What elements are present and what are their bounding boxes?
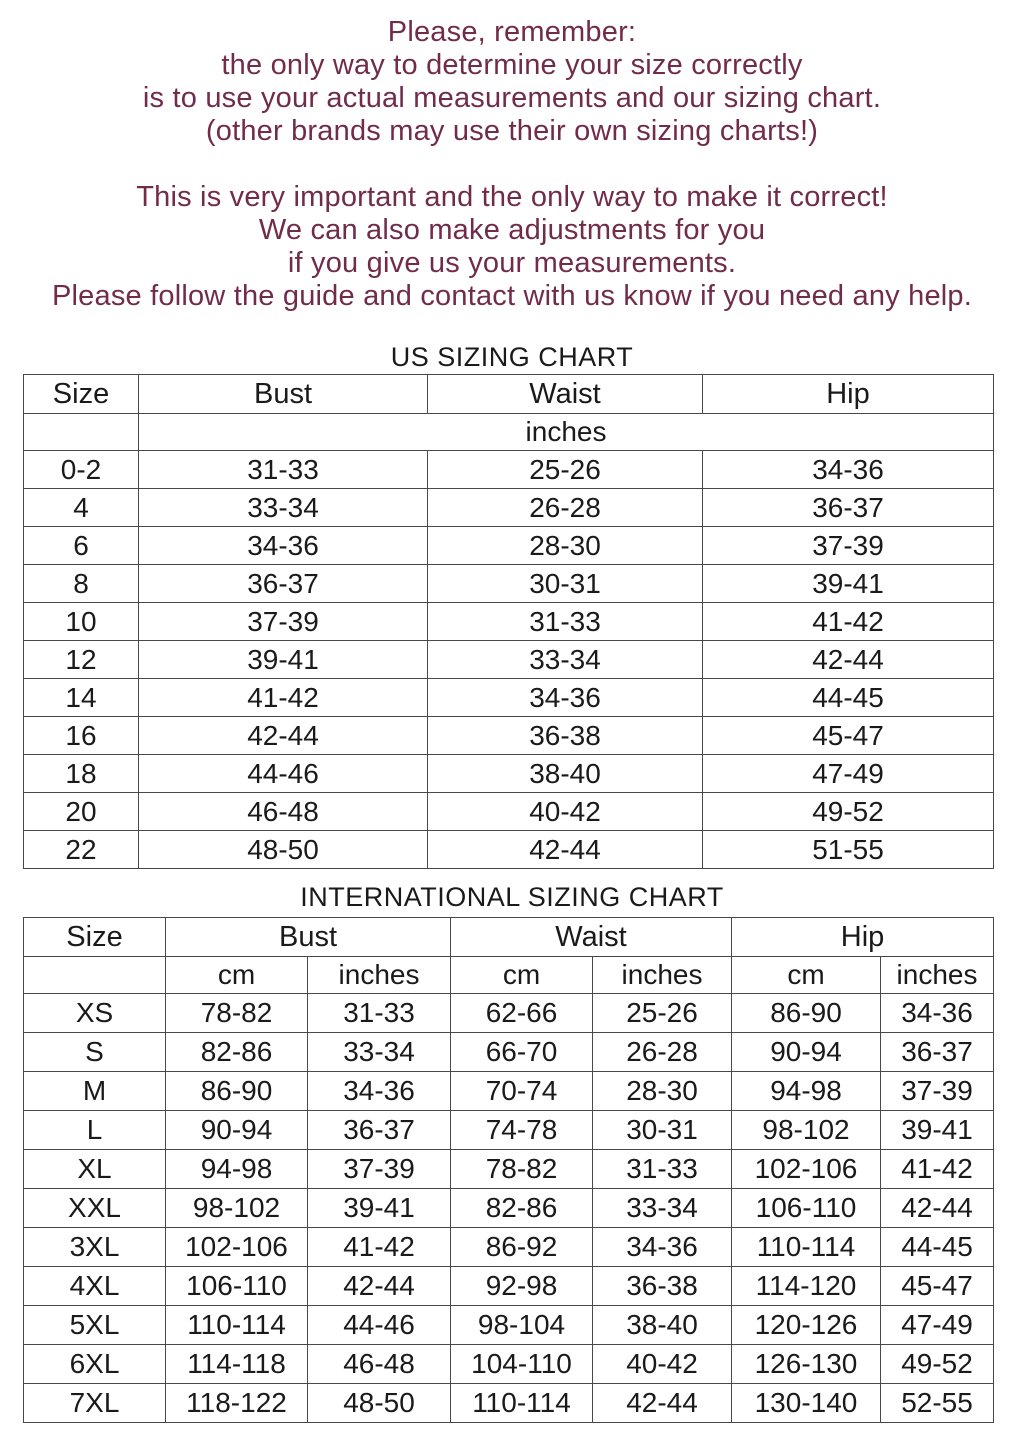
unit-label-cell: inches xyxy=(139,414,994,451)
table-cell: 37-39 xyxy=(308,1150,451,1189)
table-cell: 47-49 xyxy=(881,1306,994,1345)
table-cell: 46-48 xyxy=(139,793,428,831)
intro-line: if you give us your measurements. xyxy=(287,247,737,279)
intro-line: Please follow the guide and contact with us know if you need any help. xyxy=(51,280,973,312)
table-cell: 92-98 xyxy=(451,1267,593,1306)
table-cell: 98-102 xyxy=(166,1189,308,1228)
table-row xyxy=(24,1189,994,1228)
table-cell: 45-47 xyxy=(881,1267,994,1306)
table-row xyxy=(24,1150,994,1189)
table-row xyxy=(24,451,994,489)
us-chart-title: US SIZING CHART xyxy=(390,342,634,372)
table-cell: 47-49 xyxy=(703,755,994,793)
table-cell: 48-50 xyxy=(308,1384,451,1423)
us-unit-row xyxy=(24,414,994,451)
table-row xyxy=(24,1267,994,1306)
table-cell: 33-34 xyxy=(139,489,428,527)
table-cell: M xyxy=(24,1072,166,1111)
table-cell: 110-114 xyxy=(451,1384,593,1423)
table-cell: 3XL xyxy=(24,1228,166,1267)
table-cell: 46-48 xyxy=(308,1345,451,1384)
table-row xyxy=(24,1111,994,1150)
table-cell: 70-74 xyxy=(451,1072,593,1111)
table-cell: 33-34 xyxy=(428,641,703,679)
table-cell: 31-33 xyxy=(428,603,703,641)
table-cell: 34-36 xyxy=(308,1072,451,1111)
unit-label-cell: inches xyxy=(593,957,732,994)
table-cell: 37-39 xyxy=(139,603,428,641)
unit-label-cell: inches xyxy=(308,957,451,994)
us-sizing-table xyxy=(23,374,994,869)
intro-line: We can also make adjustments for you xyxy=(258,214,766,246)
table-cell: XS xyxy=(24,994,166,1033)
intro-line: (other brands may use their own sizing charts!) xyxy=(205,115,819,147)
intro-line: is to use your actual measurements and our sizing chart. xyxy=(142,82,882,114)
table-cell: 16 xyxy=(24,717,139,755)
table-row xyxy=(24,1033,994,1072)
intl-header-row xyxy=(24,918,994,957)
table-cell: 130-140 xyxy=(732,1384,881,1423)
table-cell: 98-102 xyxy=(732,1111,881,1150)
table-cell: 40-42 xyxy=(593,1345,732,1384)
table-cell: 42-44 xyxy=(308,1267,451,1306)
table-cell: 114-118 xyxy=(166,1345,308,1384)
table-cell: 86-90 xyxy=(732,994,881,1033)
table-cell: 102-106 xyxy=(166,1228,308,1267)
table-cell: 4 xyxy=(24,489,139,527)
intro-text-block xyxy=(0,0,1024,313)
table-cell: 45-47 xyxy=(703,717,994,755)
column-header-waist: Waist xyxy=(451,918,732,957)
unit-label-cell: cm xyxy=(451,957,593,994)
unit-label-cell: cm xyxy=(166,957,308,994)
table-cell: 28-30 xyxy=(593,1072,732,1111)
table-cell: 110-114 xyxy=(732,1228,881,1267)
table-cell: 8 xyxy=(24,565,139,603)
table-row xyxy=(24,994,994,1033)
table-cell: 39-41 xyxy=(308,1189,451,1228)
column-header-waist: Waist xyxy=(428,375,703,414)
table-cell: 44-46 xyxy=(308,1306,451,1345)
table-cell: 25-26 xyxy=(593,994,732,1033)
table-cell: 51-55 xyxy=(703,831,994,869)
column-header-hip: Hip xyxy=(732,918,994,957)
table-cell: 90-94 xyxy=(166,1111,308,1150)
table-row xyxy=(24,489,994,527)
table-cell: 41-42 xyxy=(703,603,994,641)
table-row xyxy=(24,641,994,679)
table-cell: 38-40 xyxy=(593,1306,732,1345)
table-cell: 34-36 xyxy=(593,1228,732,1267)
table-cell: L xyxy=(24,1111,166,1150)
table-cell: 31-33 xyxy=(308,994,451,1033)
table-cell: 41-42 xyxy=(881,1150,994,1189)
column-header-hip: Hip xyxy=(703,375,994,414)
intro-line: Please, remember: xyxy=(387,16,637,48)
table-cell: 118-122 xyxy=(166,1384,308,1423)
table-cell: XXL xyxy=(24,1189,166,1228)
table-row xyxy=(24,793,994,831)
table-cell: 36-37 xyxy=(881,1033,994,1072)
table-cell: 98-104 xyxy=(451,1306,593,1345)
table-row xyxy=(24,603,994,641)
international-sizing-table xyxy=(23,917,994,1423)
table-cell: 30-31 xyxy=(428,565,703,603)
table-cell: 36-37 xyxy=(703,489,994,527)
international-chart-title: INTERNATIONAL SIZING CHART xyxy=(300,882,724,912)
table-cell: 52-55 xyxy=(881,1384,994,1423)
table-cell: XL xyxy=(24,1150,166,1189)
intro-spacer xyxy=(0,148,1024,181)
table-cell: 106-110 xyxy=(732,1189,881,1228)
table-cell: 42-44 xyxy=(593,1384,732,1423)
table-row xyxy=(24,565,994,603)
table-cell: 36-38 xyxy=(593,1267,732,1306)
table-cell: 42-44 xyxy=(703,641,994,679)
table-cell: 40-42 xyxy=(428,793,703,831)
table-cell: S xyxy=(24,1033,166,1072)
table-cell: 126-130 xyxy=(732,1345,881,1384)
intl-unit-row xyxy=(24,957,994,994)
table-cell: 39-41 xyxy=(703,565,994,603)
table-cell: 33-34 xyxy=(308,1033,451,1072)
table-cell: 18 xyxy=(24,755,139,793)
table-cell: 74-78 xyxy=(451,1111,593,1150)
table-row xyxy=(24,527,994,565)
table-cell: 30-31 xyxy=(593,1111,732,1150)
table-cell: 66-70 xyxy=(451,1033,593,1072)
table-cell: 94-98 xyxy=(732,1072,881,1111)
table-cell: 20 xyxy=(24,793,139,831)
table-cell: 42-44 xyxy=(139,717,428,755)
table-cell: 34-36 xyxy=(139,527,428,565)
table-cell: 12 xyxy=(24,641,139,679)
table-cell: 6XL xyxy=(24,1345,166,1384)
table-cell: 39-41 xyxy=(881,1111,994,1150)
table-cell: 25-26 xyxy=(428,451,703,489)
unit-label-cell: cm xyxy=(732,957,881,994)
table-cell: 6 xyxy=(24,527,139,565)
column-header-size: Size xyxy=(24,918,166,957)
table-row xyxy=(24,1345,994,1384)
table-cell: 49-52 xyxy=(881,1345,994,1384)
column-header-bust: Bust xyxy=(166,918,451,957)
table-cell: 82-86 xyxy=(166,1033,308,1072)
us-header-row xyxy=(24,375,994,414)
table-cell: 82-86 xyxy=(451,1189,593,1228)
table-cell: 37-39 xyxy=(881,1072,994,1111)
table-cell: 41-42 xyxy=(308,1228,451,1267)
table-cell: 48-50 xyxy=(139,831,428,869)
table-cell: 106-110 xyxy=(166,1267,308,1306)
table-cell: 10 xyxy=(24,603,139,641)
table-cell: 49-52 xyxy=(703,793,994,831)
table-cell: 28-30 xyxy=(428,527,703,565)
table-cell: 34-36 xyxy=(703,451,994,489)
table-cell: 14 xyxy=(24,679,139,717)
table-cell: 0-2 xyxy=(24,451,139,489)
table-cell: 34-36 xyxy=(881,994,994,1033)
table-row xyxy=(24,717,994,755)
column-header-size: Size xyxy=(24,375,139,414)
table-row xyxy=(24,679,994,717)
table-row xyxy=(24,1306,994,1345)
unit-label-cell: inches xyxy=(881,957,994,994)
table-cell: 42-44 xyxy=(428,831,703,869)
table-cell: 110-114 xyxy=(166,1306,308,1345)
table-cell: 44-45 xyxy=(881,1228,994,1267)
table-cell: 90-94 xyxy=(732,1033,881,1072)
empty-cell xyxy=(24,414,139,451)
table-cell: 36-37 xyxy=(139,565,428,603)
intro-line: the only way to determine your size correctly xyxy=(221,49,803,81)
table-cell: 26-28 xyxy=(428,489,703,527)
table-cell: 22 xyxy=(24,831,139,869)
table-cell: 33-34 xyxy=(593,1189,732,1228)
table-cell: 42-44 xyxy=(881,1189,994,1228)
table-row xyxy=(24,755,994,793)
table-row xyxy=(24,1228,994,1267)
table-cell: 44-46 xyxy=(139,755,428,793)
empty-cell xyxy=(24,957,166,994)
table-cell: 62-66 xyxy=(451,994,593,1033)
table-cell: 44-45 xyxy=(703,679,994,717)
table-cell: 78-82 xyxy=(451,1150,593,1189)
table-cell: 114-120 xyxy=(732,1267,881,1306)
table-cell: 34-36 xyxy=(428,679,703,717)
table-cell: 41-42 xyxy=(139,679,428,717)
table-row xyxy=(24,1072,994,1111)
table-cell: 94-98 xyxy=(166,1150,308,1189)
table-cell: 36-38 xyxy=(428,717,703,755)
table-cell: 102-106 xyxy=(732,1150,881,1189)
table-cell: 36-37 xyxy=(308,1111,451,1150)
table-cell: 7XL xyxy=(24,1384,166,1423)
table-row xyxy=(24,831,994,869)
table-cell: 86-90 xyxy=(166,1072,308,1111)
table-cell: 104-110 xyxy=(451,1345,593,1384)
column-header-bust: Bust xyxy=(139,375,428,414)
intro-line: This is very important and the only way to make it correct! xyxy=(136,181,888,213)
table-cell: 37-39 xyxy=(703,527,994,565)
table-cell: 38-40 xyxy=(428,755,703,793)
table-cell: 78-82 xyxy=(166,994,308,1033)
table-cell: 31-33 xyxy=(593,1150,732,1189)
table-cell: 4XL xyxy=(24,1267,166,1306)
table-cell: 39-41 xyxy=(139,641,428,679)
table-cell: 26-28 xyxy=(593,1033,732,1072)
table-cell: 120-126 xyxy=(732,1306,881,1345)
table-cell: 86-92 xyxy=(451,1228,593,1267)
table-row xyxy=(24,1384,994,1423)
table-cell: 31-33 xyxy=(139,451,428,489)
table-cell: 5XL xyxy=(24,1306,166,1345)
